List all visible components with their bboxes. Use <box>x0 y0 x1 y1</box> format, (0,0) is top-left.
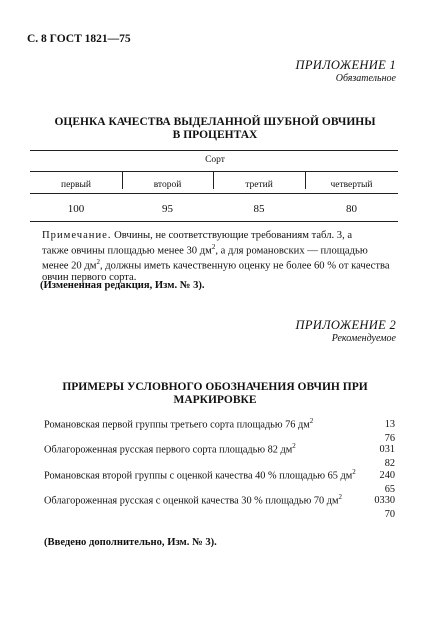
table-col-header: четвертый <box>330 180 373 190</box>
table-bottom-rule <box>30 221 398 222</box>
example-text: Романовская первой группы третьего сорта площадью 76 $дм^2$ <box>44 417 314 431</box>
table-cell: 85 <box>253 203 265 215</box>
note-superscript: 2 <box>96 257 100 266</box>
example-code: 65 <box>384 484 395 495</box>
appendix-1-title: ПРИЛОЖЕНИЕ 1 <box>295 58 396 72</box>
appendix-1-heading-line2: В ПРОЦЕНТАХ <box>172 129 258 141</box>
appendix-2-heading-line1: ПРИМЕРЫ УСЛОВНОГО ОБОЗНАЧЕНИЯ ОВЧИН ПРИ <box>62 381 368 393</box>
table-header-rule <box>30 171 398 172</box>
table-col-header: второй <box>153 180 182 190</box>
note-paragraph <box>42 230 397 283</box>
edition-note: (Измененная редакция, Изм. № 3). <box>40 280 205 291</box>
table-col-header: первый <box>60 180 91 190</box>
appendix-2-heading <box>30 381 400 407</box>
example-code: 76 <box>384 433 395 444</box>
example-code: 240 <box>379 470 395 481</box>
appendix-2-heading-line2: МАРКИРОВКЕ <box>173 394 257 406</box>
table-cell: 95 <box>162 203 173 215</box>
appendix-1-heading <box>30 116 400 142</box>
appendix-2-label <box>296 318 396 344</box>
example-code: 13 <box>384 419 395 430</box>
note-text: овчин первого сорта. <box>42 271 137 283</box>
note-superscript: 2 <box>211 242 216 251</box>
example-code: 0330 <box>374 495 395 506</box>
footer-note: (Введено дополнительно, Изм. № 3). <box>44 537 217 548</box>
table-body-rule <box>30 193 398 194</box>
example-text: Облагороженная русская с оценкой качества 30 % площадью 70 $дм^2$ <box>44 493 342 507</box>
note-text: менее 20 дм <box>42 260 97 272</box>
table-top-rule <box>30 150 398 151</box>
page-header: С. 8 ГОСТ 1821—75 <box>27 33 131 45</box>
appendix-2-status: Рекомендуемое <box>331 333 396 344</box>
table-group-header: Сорт <box>205 155 225 165</box>
table-cell: 80 <box>346 203 357 215</box>
example-code: 82 <box>384 458 395 469</box>
appendix-1-status: Обязательное <box>335 73 396 84</box>
example-text: Облагороженная русская первого сорта площадью 82 $дм^2$ <box>44 442 296 456</box>
table-cell: 100 <box>67 203 85 215</box>
note-text: также овчины площадью менее 30 дм <box>42 245 212 257</box>
table-col-header: третий <box>245 180 273 190</box>
note-text: , а для романовских — площадью <box>215 245 368 257</box>
example-text: Романовская второй группы с оценкой качества 40 % площадью 65 $дм^2$ <box>44 468 356 482</box>
appendix-2-title: ПРИЛОЖЕНИЕ 2 <box>295 318 396 332</box>
note-lead: Примечание. <box>42 230 112 241</box>
note-text: Овчины, не соответствующие требованиям табл. 3, а <box>111 230 353 241</box>
appendix-1-heading-line1: ОЦЕНКА КАЧЕСТВА ВЫДЕЛАННОЙ ШУБНОЙ ОВЧИНЫ <box>54 116 376 128</box>
note-text: , должны иметь качественную оценку не более 60 % от качества <box>99 260 390 272</box>
example-code: 031 <box>379 444 395 455</box>
example-code: 70 <box>384 509 395 520</box>
appendix-1-label <box>296 58 396 84</box>
